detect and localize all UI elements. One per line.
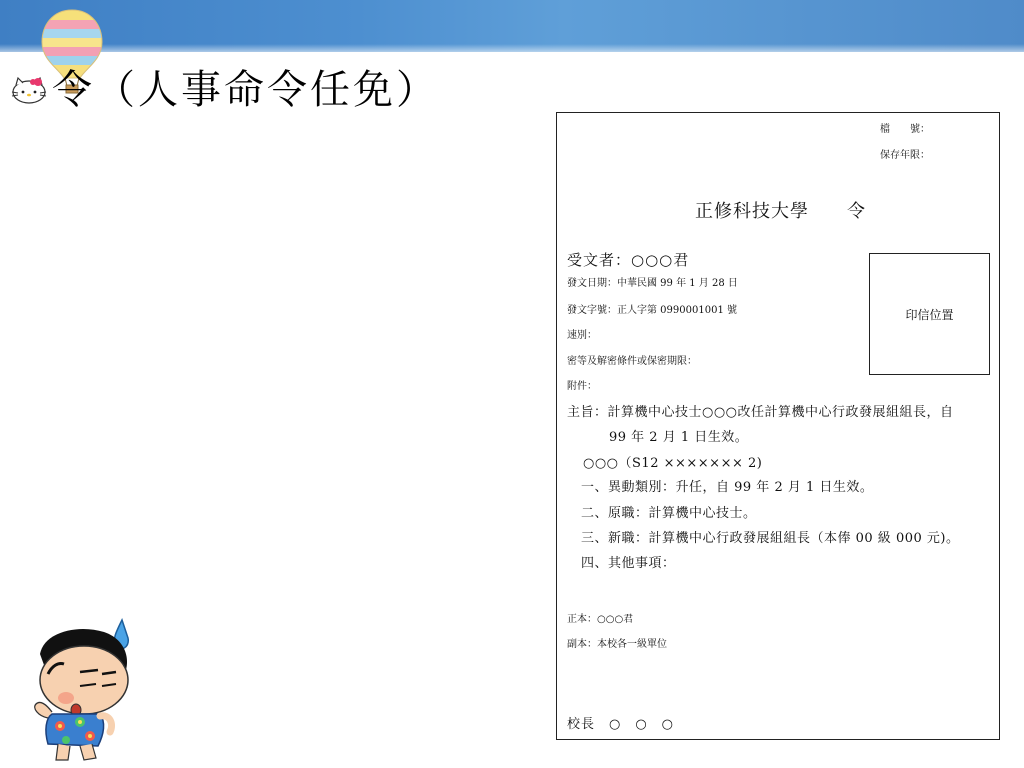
item-transfer-type: 一、異動類別：升任，自 99 年 2 月 1 日生效。 — [581, 480, 874, 495]
seal-position-box — [869, 253, 990, 375]
item-original-post: 二、原職：計算機中心技士。 — [581, 506, 757, 521]
document-heading: 正修科技大學 令 — [695, 201, 866, 222]
archive-number-label: 檔 號： — [880, 124, 930, 135]
secrecy-level: 密等及解密條件或保密期限： — [567, 356, 697, 367]
retention-period-label: 保存年限： — [880, 150, 930, 161]
item-new-post: 三、新職：計算機中心行政發展組組長（本俸 00 級 000 元)。 — [581, 531, 960, 546]
slide-title — [10, 66, 439, 114]
subject-line-2: 99 年 2 月 1 日生效。 — [609, 430, 749, 445]
attachment-line: 附件： — [567, 381, 597, 392]
official-document — [556, 112, 1000, 740]
cartoon-boy-icon — [18, 614, 138, 764]
duplicate-copy: 副本：本校各一級單位 — [567, 639, 667, 650]
hello-kitty-icon — [10, 75, 48, 105]
item-other: 四、其他事項： — [581, 556, 676, 571]
top-banner — [0, 0, 1024, 52]
recipient-line: 受文者：○○○君 — [567, 251, 690, 269]
subject-line-1: 主旨：計算機中心技士○○○改任計算機中心行政發展組組長，自 — [567, 405, 954, 420]
president-signature-line: 校長 ○ ○ ○ — [567, 717, 675, 732]
person-id-line: ○○○（S12 ××××××× 2) — [583, 456, 763, 471]
page-title: 令（人事命令任免） — [52, 67, 439, 113]
delivery-speed: 速別： — [567, 330, 597, 341]
original-copy: 正本：○○○君 — [567, 614, 634, 625]
issue-date: 發文日期：中華民國 99 年 1 月 28 日 — [567, 278, 738, 289]
document-number: 發文字號：正人字第 0990001001 號 — [567, 305, 737, 316]
seal-label: 印信位置 — [905, 307, 954, 322]
